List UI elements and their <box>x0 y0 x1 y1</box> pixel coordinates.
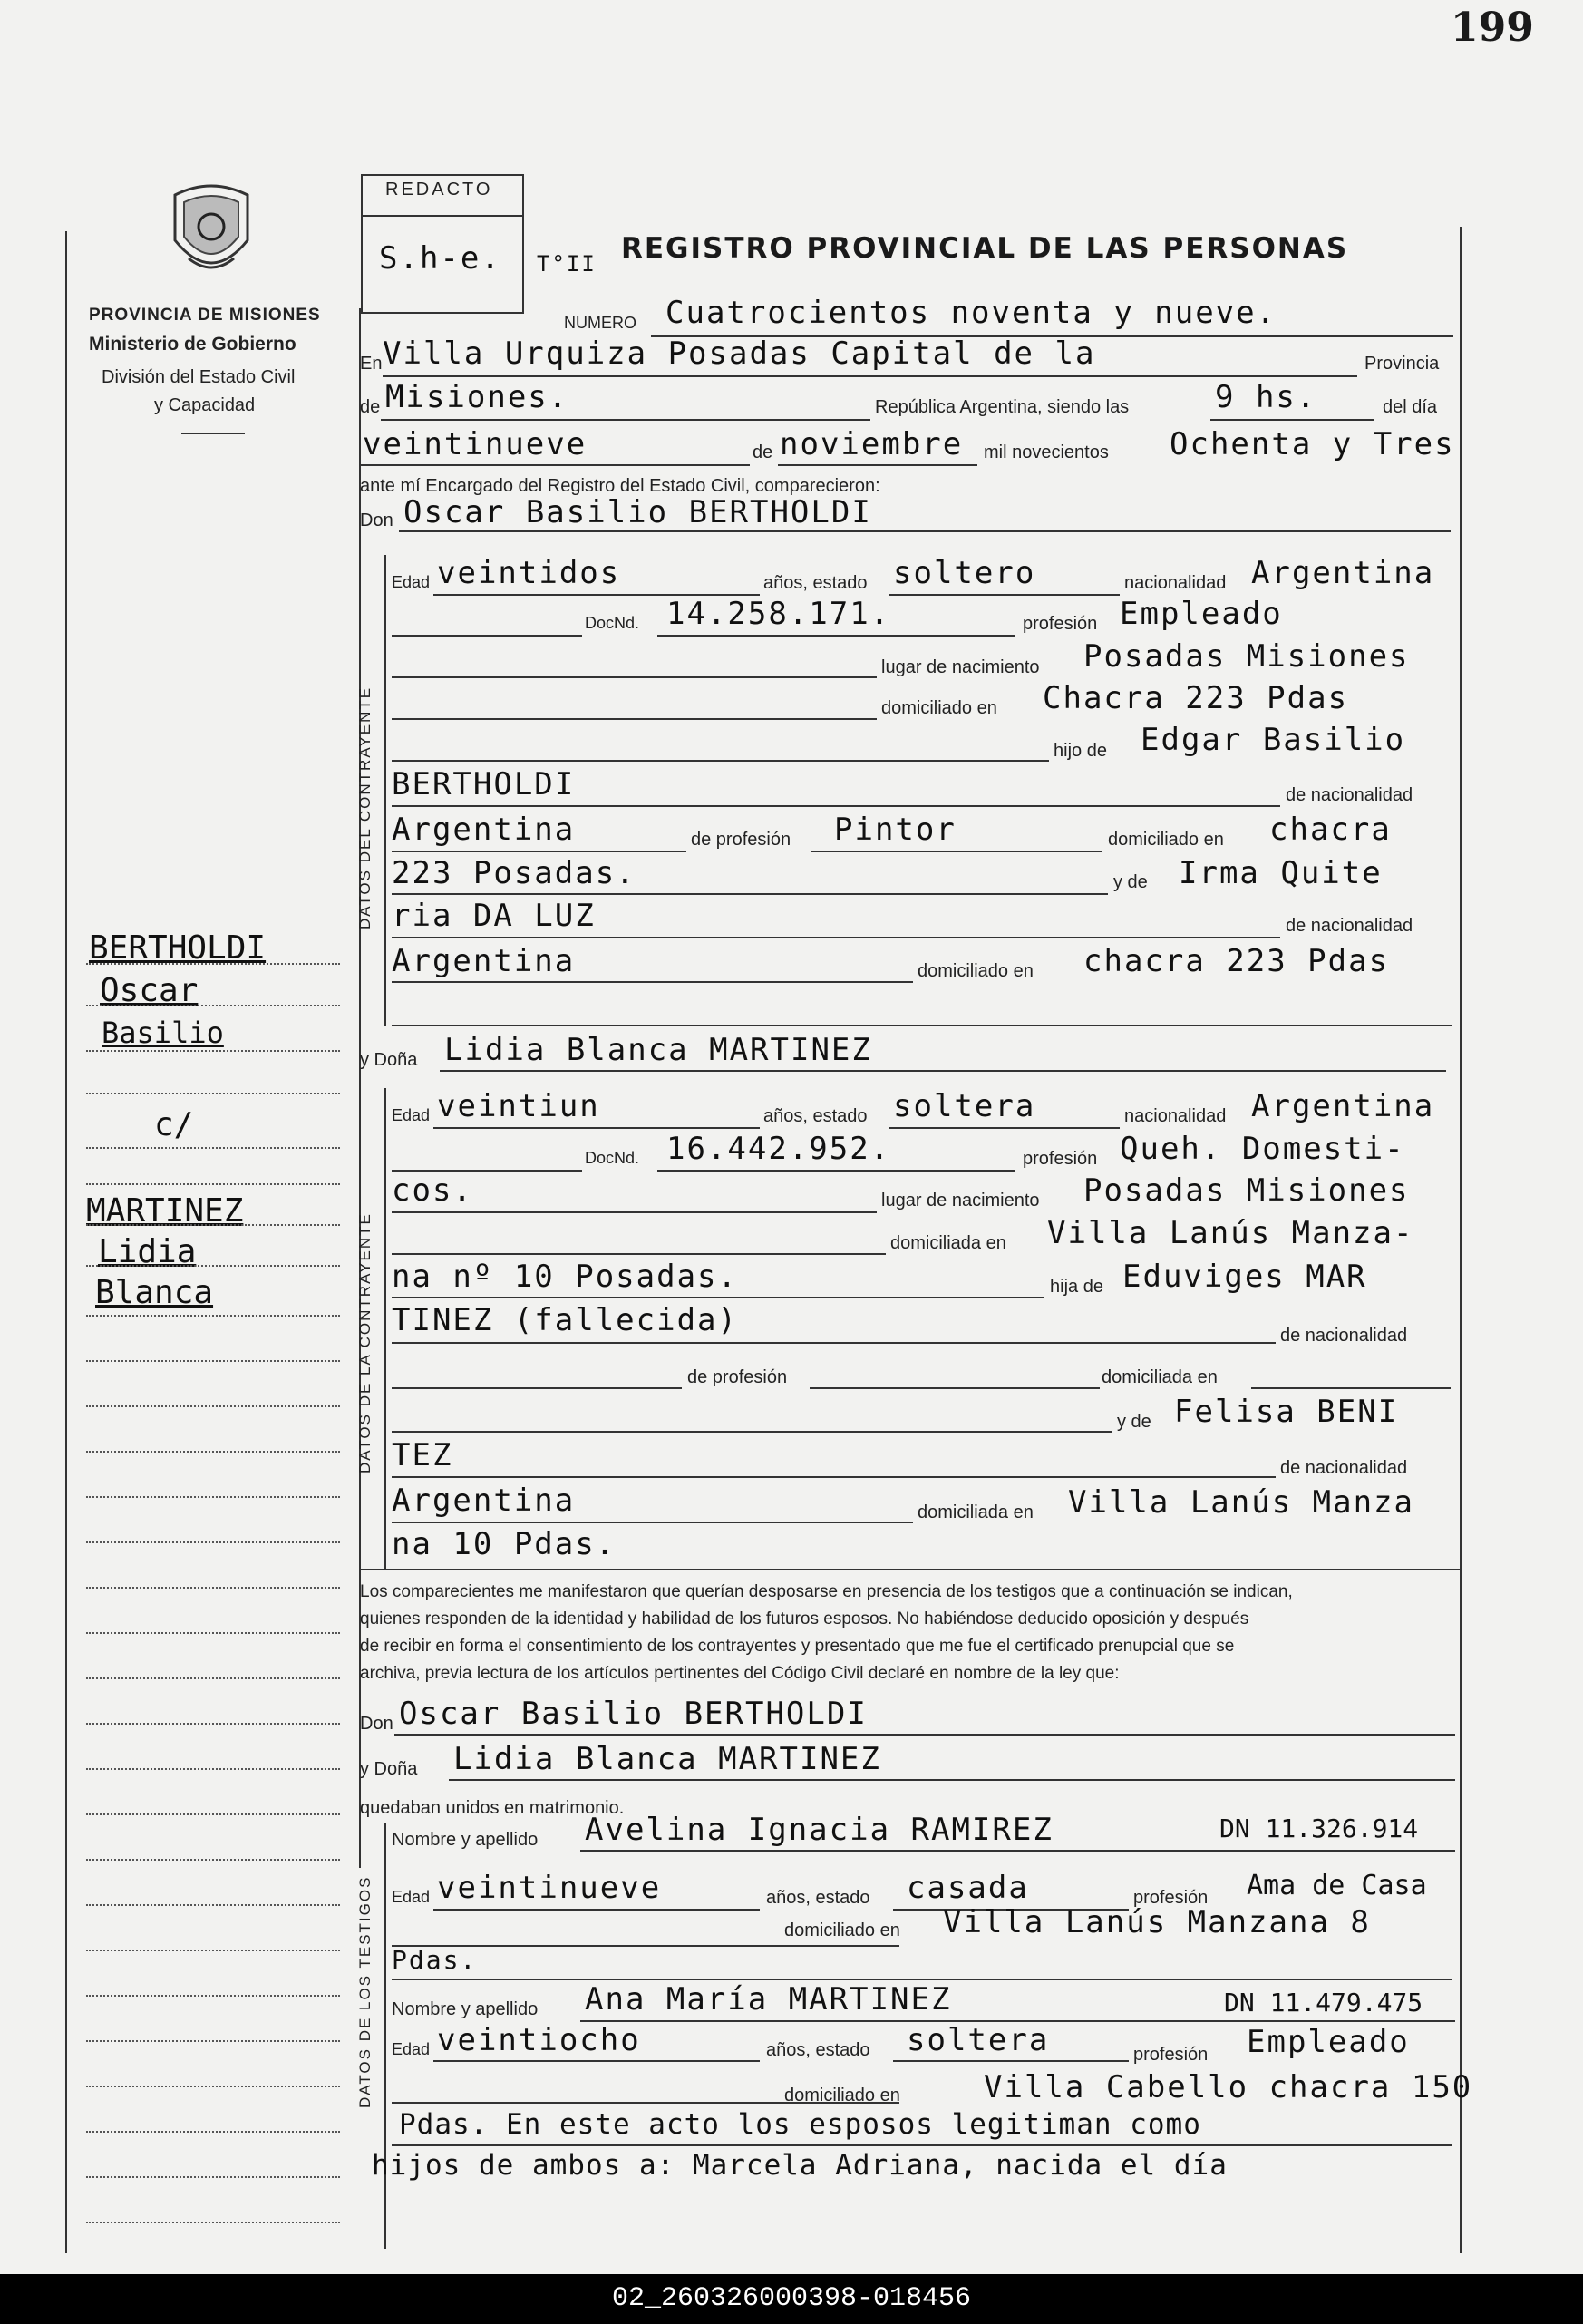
bride-section-label: DATOS DE LA CONTRAYENTE <box>356 1212 374 1473</box>
witness-1-document: DN 11.326.914 <box>1219 1813 1419 1843</box>
month-value: noviembre <box>780 426 964 462</box>
bride-nationality: Argentina <box>1251 1088 1435 1124</box>
groom-birthplace: Posadas Misiones <box>1083 638 1410 675</box>
day-value: veintinueve <box>363 426 588 462</box>
groom-mother-1: Irma Quite <box>1179 855 1383 891</box>
groom-father-nationality: Argentina <box>392 812 576 848</box>
margin-surname: BERTHOLDI <box>89 929 267 967</box>
witness-2-profession: Empleado <box>1247 2024 1410 2060</box>
declaration-line-3: de recibir en forma el consentimiento de los contrayentes y presentado que me fue el certificado prenupcial que se <box>360 1637 1235 1656</box>
bride-birthplace: Posadas Misiones <box>1083 1172 1410 1209</box>
groom-father-1: Edgar Basilio <box>1141 722 1406 758</box>
witness-1-age: veintinueve <box>437 1870 662 1906</box>
groom-document: 14.258.171. <box>666 596 891 632</box>
witness-2-name: Ana María MARTINEZ <box>585 1981 952 2018</box>
groom-name: Oscar Basilio BERTHOLDI <box>403 494 872 530</box>
margin-conjunction: c/ <box>154 1106 194 1143</box>
witness-1-address-1: Villa Lanús Manzana 8 <box>943 1904 1371 1940</box>
bride-mother-1: Felisa BENI <box>1174 1394 1399 1430</box>
margin-bride-surname: MARTINEZ <box>86 1192 244 1230</box>
witness-2-document: DN 11.479.475 <box>1224 1988 1423 2018</box>
hour-value: 9 hs. <box>1215 379 1317 415</box>
margin-bride-name-2: Blanca <box>95 1274 214 1311</box>
declaration-groom: Oscar Basilio BERTHOLDI <box>399 1696 868 1732</box>
bride-document: 16.442.952. <box>666 1131 891 1167</box>
bride-name: Lidia Blanca MARTINEZ <box>444 1032 872 1068</box>
bride-status: soltera <box>893 1088 1036 1124</box>
witness-1-name: Avelina Ignacia RAMIREZ <box>585 1812 1054 1848</box>
bride-profession-2: cos. <box>392 1172 473 1209</box>
bride-father-2: TINEZ (fallecida) <box>392 1302 738 1338</box>
witness-1-status: casada <box>907 1870 1029 1906</box>
province-value: Misiones. <box>385 379 569 415</box>
ministry-label: Ministerio de Gobierno <box>89 334 296 355</box>
place-value: Villa Urquiza Posadas Capital de la <box>383 335 1096 372</box>
redacto-value: S.h-e. <box>379 240 501 277</box>
groom-status: soltero <box>893 555 1036 591</box>
margin-name-2: Basilio <box>102 1016 224 1050</box>
page-number: 199 <box>1451 5 1534 51</box>
declaration-line-4: archiva, previa lectura de los artículos pertinentes del Código Civil declaré en nombre de la ley que: <box>360 1664 1120 1683</box>
bride-mother-address-1: Villa Lanús Manza <box>1068 1484 1414 1521</box>
witness-1-address-2: Pdas. <box>392 1945 478 1975</box>
margin-name-1: Oscar <box>100 972 199 1009</box>
division-label: División del Estado Civil <box>102 367 296 387</box>
redacto-label: REDACTO <box>385 180 493 199</box>
groom-section-label: DATOS DEL CONTRAYENTE <box>356 686 374 929</box>
bride-address-1: Villa Lanús Manza- <box>1047 1215 1414 1251</box>
groom-mother-address: chacra 223 Pdas <box>1083 943 1390 979</box>
witness-2-address: Villa Cabello chacra 150 <box>984 2069 1473 2105</box>
witnesses-section-label: DATOS DE LOS TESTIGOS <box>356 1875 374 2108</box>
year-value: Ochenta y Tres <box>1170 426 1455 462</box>
groom-father-profession: Pintor <box>834 812 957 848</box>
bride-mother-2: TEZ <box>392 1437 453 1473</box>
groom-profession: Empleado <box>1120 596 1283 632</box>
groom-nationality: Argentina <box>1251 555 1435 591</box>
coat-of-arms-icon <box>161 177 261 286</box>
margin-bride-name-1: Lidia <box>98 1233 197 1270</box>
groom-father-2: BERTHOLDI <box>392 766 576 802</box>
witness-1-profession: Ama de Casa <box>1247 1870 1427 1901</box>
witness-2-age: veintiocho <box>437 2022 641 2058</box>
bride-mother-nationality: Argentina <box>392 1483 576 1519</box>
groom-father-address-2: 223 Posadas. <box>392 855 636 891</box>
groom-mother-nationality: Argentina <box>392 943 576 979</box>
legitimation-note-2: hijos de ambos a: Marcela Adriana, nacida el día <box>372 2149 1228 2182</box>
groom-father-address-1: chacra <box>1269 812 1392 848</box>
groom-address: Chacra 223 Pdas <box>1043 680 1349 716</box>
tomo-label: T°II <box>537 251 597 277</box>
bride-father-1: Eduviges MAR <box>1122 1259 1367 1295</box>
bride-profession-1: Queh. Domesti- <box>1120 1131 1405 1167</box>
groom-age: veintidos <box>437 555 621 591</box>
witness-2-status: soltera <box>907 2022 1050 2058</box>
document-id-footer: 02_260326000398-018456 <box>0 2274 1583 2324</box>
page-title: REGISTRO PROVINCIAL DE LAS PERSONAS <box>621 232 1349 265</box>
bride-mother-address-2: na 10 Pdas. <box>392 1526 617 1562</box>
bride-address-2: na nº 10 Posadas. <box>392 1259 738 1295</box>
numero-value: Cuatrocientos noventa y nueve. <box>665 295 1277 331</box>
capacity-label: y Capacidad <box>154 395 256 415</box>
declaration-line-1: Los comparecientes me manifestaron que querían desposarse en presencia de los testigos que a continuación se indican, <box>360 1582 1293 1601</box>
province-label: PROVINCIA DE MISIONES <box>89 306 321 325</box>
declaration-line-2: quienes responden de la identidad y habilidad de los futuros esposos. No habiéndose deducido oposición y después <box>360 1609 1249 1629</box>
legitimation-note-1: Pdas. En este acto los esposos legitiman como <box>399 2108 1201 2141</box>
declaration-bride: Lidia Blanca MARTINEZ <box>453 1741 881 1777</box>
bride-age: veintiun <box>437 1088 600 1124</box>
groom-mother-2: ria DA LUZ <box>392 898 596 934</box>
